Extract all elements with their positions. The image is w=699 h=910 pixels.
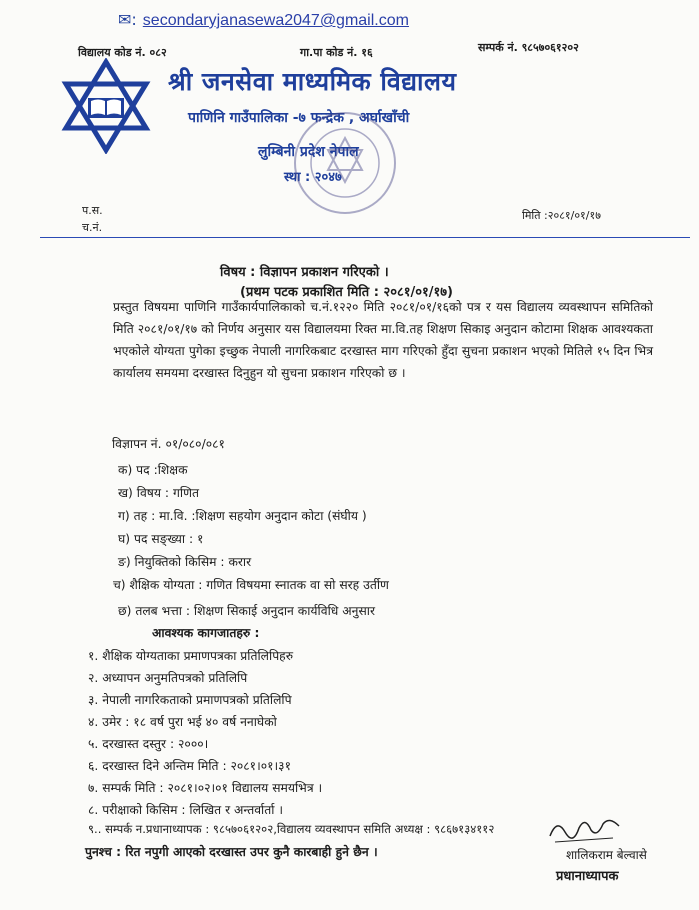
header-divider [40, 237, 690, 238]
address-line-1: पाणिनि गाउँपालिका -७ फन्द्रेक , अर्घाखाँची [188, 110, 410, 126]
email-address[interactable]: secondaryjanasewa2047@gmail.com [142, 12, 409, 29]
documents-heading: आवश्यक कागजातहरु : [152, 626, 260, 640]
document-item: ८. परीक्षाको किसिम : लिखित र अन्तर्वार्ता । [88, 803, 283, 817]
envelope-icon: ✉: [118, 10, 137, 29]
detail-item: छ) तलब भत्ता : शिक्षण सिकाई अनुदान कार्यविधि अनुसार [118, 604, 375, 618]
letter-date: मिति :२०८१/०१/१७ [522, 209, 601, 222]
document-item: ३. नेपाली नागरिकताको प्रमाणपत्रको प्रतिलिपि [88, 693, 292, 707]
detail-item: ग) तह : मा.वि. :शिक्षण सहयोग अनुदान कोटा (संघीय ) [118, 509, 367, 523]
school-seal-stamp [290, 108, 400, 218]
body-paragraph: प्रस्तुत विषयमा पाणिनि गाउँकार्यपालिकाको च.नं.१२२० मिति २०८१/०१/१६को पत्र र यस विद्यालय व्यवस्थापन समितिको मिति २०८१/०१/१७ को निर्णय अनुसार यस विद्यालयमा रिक्त मा.वि.तह शिक्षण सिकाइ अनुदान कोटामा शिक्षक आवश्यकता भएकोले योग्यता पुगेका इच्छुक नेपाली नागरिकबाट दरखास्त माग गरिएको हुँदा सुचना प्रकाशन भएको मितिले १५ दिन भित्र कार्यालय समयमा दरखास्त दिनुहुन यो सुचना प्रकाशन गरिएको छ । [113, 300, 653, 380]
established: स्था : २०४७ [284, 170, 342, 185]
detail-item: ख) विषय : गणित [118, 486, 199, 500]
address-line-2: लुम्बिनी प्रदेश नेपाल [258, 144, 359, 160]
email-line [118, 10, 409, 30]
ref-cha: च.नं. [82, 221, 103, 234]
school-code: विद्यालय कोड नं. ०८२ [78, 46, 167, 59]
document-item: ६. दरखास्त दिने अन्तिम मिति : २०८१।०१।३१ [88, 759, 291, 773]
publication-date-line: (प्रथम पटक प्रकाशित मिति : २०८१/०१/१७) [240, 285, 453, 300]
document-item: ९.. सम्पर्क न.प्रधानाध्यापक : ९८५७०६१२०२,विद्यालय व्यवस्थापन समिति अध्यक्ष : ९८६७१३४११२ [88, 822, 495, 836]
document-item: १. शैक्षिक योग्यताका प्रमाणपत्रका प्रतिलिपिहरु [88, 649, 294, 663]
detail-item: क) पद :शिक्षक [118, 463, 188, 477]
handwritten-signature [545, 808, 625, 848]
document-item: ७. सम्पर्क मिति : २०८१।०२।०१ विद्यालय समयभित्र । [88, 781, 323, 795]
document-item: ५. दरखास्त दस्तुर : २०००। [88, 737, 209, 751]
document-item: ४. उमेर : १८ वर्ष पुरा भई ४० वर्ष ननाघेको [88, 715, 277, 729]
school-logo-icon [58, 58, 154, 154]
signatory-title: प्रधानाध्यापक [556, 869, 619, 884]
signatory-name: शालिकराम बेल्वासे [566, 848, 647, 862]
school-name: श्री जनसेवा माध्यमिक विद्यालय [168, 67, 457, 96]
detail-item: घ) पद सङ्ख्या : १ [118, 532, 204, 546]
subject-line: विषय : विज्ञापन प्रकाशन गरिएको । [220, 265, 389, 280]
postscript: पुनश्च : रित नपुगी आएको दरखास्त उपर कुनै कारबाही हुने छैन । [85, 845, 378, 859]
ad-number: विज्ञापन नं. ०१/०८०/०८१ [112, 437, 225, 451]
detail-item: च) शैक्षिक योग्यता : गणित विषयमा स्नातक वा सो सरह उर्तीण [113, 578, 389, 592]
ref-pa: प.स. [82, 204, 103, 217]
contact-number: सम्पर्क नं. ९८५७०६१२०२ [478, 41, 579, 54]
detail-item: ङ) नियुक्तिको किसिम : करार [118, 555, 252, 569]
document-item: २. अध्यापन अनुमतिपत्रको प्रतिलिपि [88, 671, 248, 685]
gapa-code: गा.पा कोड नं. १६ [300, 46, 373, 59]
